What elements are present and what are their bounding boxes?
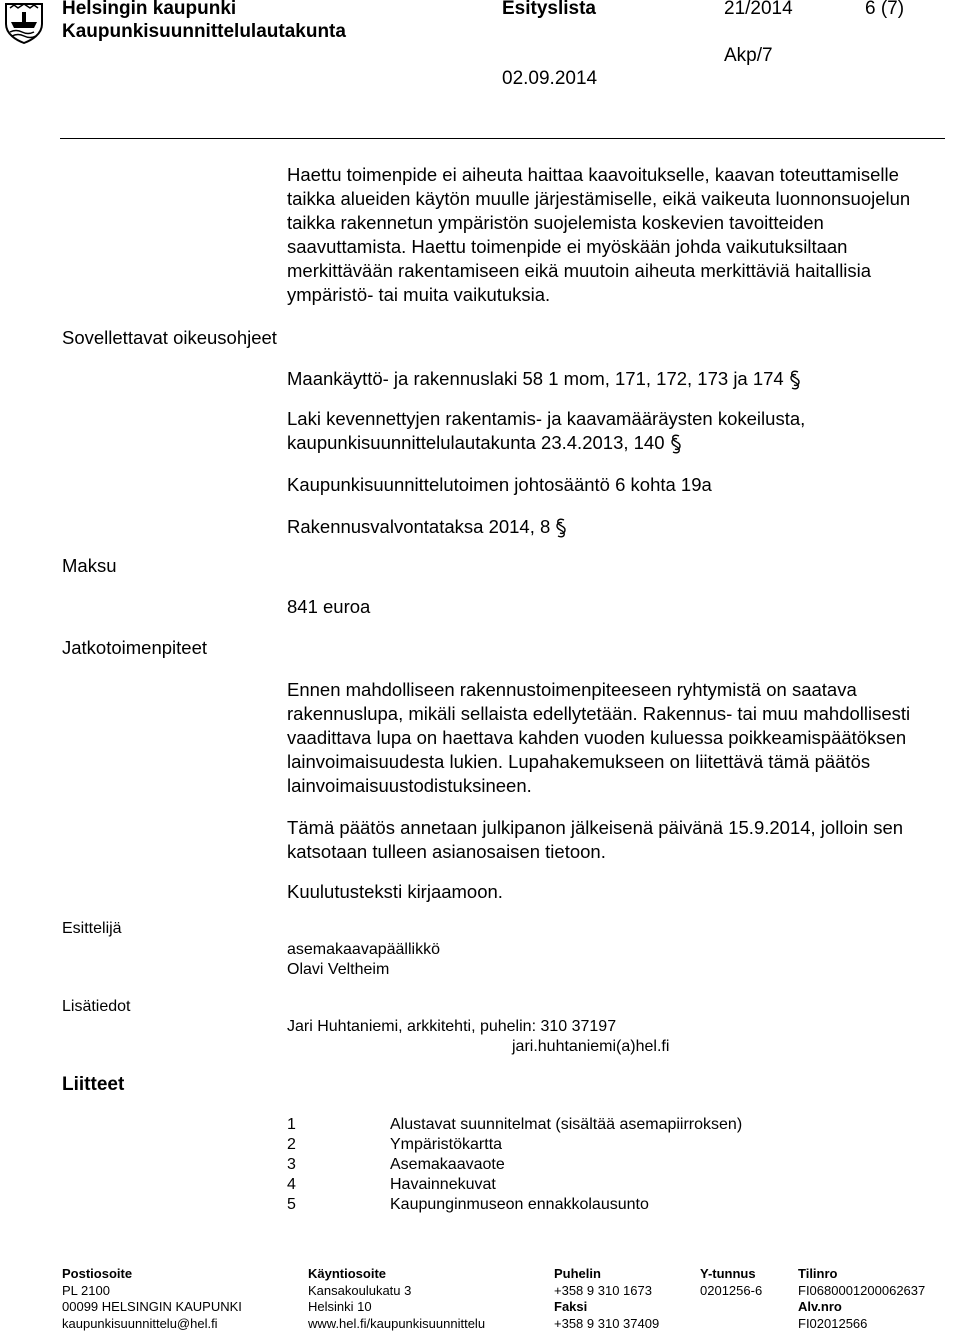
attachment-number: 3 — [287, 1156, 296, 1173]
footer-website[interactable]: www.hel.fi/kaupunkisuunnittelu — [308, 1315, 486, 1331]
fee-label: Maksu — [62, 555, 117, 576]
legal-item-4 — [287, 515, 947, 539]
attachment-title[interactable]: Alustavat suunnitelmat (sisältää asemapiirroksen) — [390, 1116, 743, 1133]
footer-fax-heading: Faksi — [554, 1299, 588, 1314]
attachment-number: 4 — [287, 1176, 296, 1193]
page-number: 6 (7) — [865, 0, 905, 19]
legal-item-1-text: Maankäyttö- ja rakennuslaki 58 1 mom, 171, 172, 173 ja 174 — [287, 368, 784, 389]
footer-business-id — [700, 1266, 762, 1299]
footer-visiting — [308, 1266, 485, 1332]
attachment-number: 1 — [287, 1116, 296, 1133]
followup-paragraph-3: Kuulutusteksti kirjaamoon. — [287, 881, 503, 902]
footer-business-id-heading: Y-tunnus — [700, 1266, 756, 1281]
intro-paragraph: Haettu toimenpide ei aiheuta haittaa kaavoitukselle, kaavan toteuttamiselle taikka alueiden käytön muulle järjestämiselle, eikä vaikeuta luonnonsuojelun taikka rakennetun ympäristön suojelemista koskevien tavoitteiden saavuttamista. Haettu toimenpide ei myöskään johda vaikutuksiltaan merkittävään rakentamiseen eikä muutoin aiheuta merkittäviä haitallisia ympäristö- tai muita vaikutuksia. — [287, 164, 911, 305]
legal-item-2-text: Laki kevennettyjen rakentamis- ja kaavamääräysten kokeilusta, kaupunkisuunnittelulautakunta 23.4.2013, 140 — [287, 408, 806, 453]
legal-basis-label: Sovellettavat oikeusohjeet — [62, 327, 277, 348]
footer-account — [798, 1266, 925, 1332]
attachment-title[interactable]: Ympäristökartta — [390, 1136, 503, 1153]
fee-value: 841 euroa — [287, 596, 371, 617]
legal-item-1 — [287, 367, 947, 391]
header-divider — [60, 138, 945, 139]
item-code: Akp/7 — [724, 45, 773, 66]
info-label: Lisätiedot — [62, 998, 131, 1015]
followup-label: Jatkotoimenpiteet — [62, 637, 208, 658]
footer-phone-number: +358 9 310 1673 — [554, 1282, 652, 1298]
footer-visiting-heading: Käyntiosoite — [308, 1266, 387, 1281]
section-sign-icon — [669, 433, 683, 455]
section-sign-icon — [788, 369, 802, 391]
section-sign-icon — [554, 517, 568, 539]
presenter-title: asemakaavapäällikkö — [287, 941, 440, 958]
followup-paragraph-1: Ennen mahdolliseen rakennustoimenpiteeseen ryhtymistä on saatava rakennuslupa, mikäli sellaista edellytetään. Rakennus- tai muu mahdollisesti vaadittava lupa on haettava kahden vuoden kuluessa poikkeamispäätöksen lainvoimaisuudesta lukien. Lupahakemukseen on liitettävä tämä päätös lainvoimaisuustodistuksineen. — [287, 679, 911, 796]
legal-item-3-text: Kaupunkisuunnittelutoimen johtosääntö 6 kohta 19a — [287, 474, 712, 495]
footer-email[interactable]: kaupunkisuunnittelu@hel.fi — [62, 1315, 218, 1331]
contact-line: Jari Huhtaniemi, arkkitehti, puhelin: 310 37197 — [287, 1018, 617, 1035]
issue-number: 21/2014 — [724, 0, 793, 19]
doc-type: Esityslista — [502, 0, 596, 19]
footer-account-number: FI0680001200062637 — [798, 1282, 926, 1298]
helsinki-crest-logo — [2, 0, 46, 44]
attachment-number: 2 — [287, 1136, 296, 1153]
attachment-title[interactable]: Asemakaavaote — [390, 1156, 505, 1173]
board-name: Kaupunkisuunnittelulautakunta — [62, 21, 346, 42]
footer-business-id-value: 0201256-6 — [700, 1282, 763, 1298]
legal-item-2 — [287, 407, 947, 455]
contact-email: jari.huhtaniemi(a)hel.fi — [512, 1038, 670, 1055]
org-name: Helsingin kaupunki — [62, 0, 237, 19]
footer-phone-heading: Puhelin — [554, 1266, 601, 1281]
presenter-label: Esittelijä — [62, 920, 122, 937]
footer-city: Helsinki 10 — [308, 1299, 372, 1314]
attachment-number: 5 — [287, 1196, 296, 1213]
followup-paragraph-2: Tämä päätös annetaan julkipanon jälkeisenä päivänä 15.9.2014, jolloin sen katsotaan tulleen asianosaisen tietoon. — [287, 817, 904, 862]
footer-vat-number: FI02012566 — [798, 1315, 868, 1331]
legal-item-3 — [287, 473, 947, 497]
attachments-label: Liitteet — [62, 1074, 125, 1095]
footer-street: Kansakoulukatu 3 — [308, 1282, 412, 1298]
meeting-date: 02.09.2014 — [502, 68, 598, 89]
footer-vat-heading: Alv.nro — [798, 1299, 842, 1314]
footer-postal-box: PL 2100 — [62, 1282, 110, 1298]
footer-fax-number: +358 9 310 37409 — [554, 1315, 660, 1331]
footer-account-heading: Tilinro — [798, 1266, 838, 1281]
footer-phone — [554, 1266, 659, 1332]
presenter-name: Olavi Veltheim — [287, 961, 390, 978]
footer-postal-city: 00099 HELSINGIN KAUPUNKI — [62, 1299, 242, 1314]
legal-item-4-text: Rakennusvalvontataksa 2014, 8 — [287, 516, 551, 537]
footer-postal-heading: Postiosoite — [62, 1266, 133, 1281]
attachment-title[interactable]: Kaupunginmuseon ennakkolausunto — [390, 1196, 649, 1213]
footer-postal — [62, 1266, 242, 1332]
attachment-title[interactable]: Havainnekuvat — [390, 1176, 496, 1193]
